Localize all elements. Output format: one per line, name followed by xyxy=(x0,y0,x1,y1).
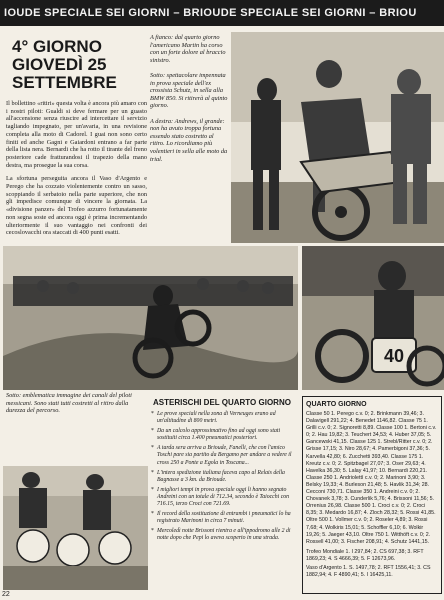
asterisk-item: * A tarda sera arriva a Brioude, Fanelli, che con l'amico Toschi pare sia partito da Bergamo per andare a vedere il cross 250 a Ponte a Egola in Toscana... xyxy=(151,445,295,466)
photo-andrews xyxy=(231,32,444,243)
asterisk-item: * I migliori tempi in prova speciale oggi li hanno segnato Andreini con un totale di 712.34, secondo è Taiocchi con 716.15, terzo Croci con 721.69. xyxy=(151,487,295,508)
photo-schutz-wheelie xyxy=(3,246,298,390)
svg-text:40: 40 xyxy=(383,346,405,366)
page-number: 22 xyxy=(2,591,10,598)
results-trophy: Trofeo Mondiale 1. I 297,84; 2. CS 697,38; 3. RFT 1869,23; 4. S 4666,39; 5. F 12673,96. xyxy=(306,548,424,562)
asterisk-item: * Le prove speciali nella zona di Verneuges erano ad un'altitudine di 800 metri. xyxy=(151,411,295,425)
asterisk-item: * Da un calcolo approssimativo fino ad oggi sono stati sostituiti circa 1.400 pneumatici posteriori. xyxy=(151,428,295,442)
results-classes: Classe 50 1. Perego c.v. 0; 2. Brinkmann 39,46; 3. Dalavigell 291,22; 4. Benedet 1146,82. Classe 75 1. Grilli c.v. 0; 2. Signoretti 8,89. Classe 100 1. Bertoni c.v. 0; 2. Hau 19,82; 3. Teuchert 34,53; 4. Huber 37,05; 5. Gancewski 41,15. Classe 125 1. Strebl/Ritter c.v. 0; 2. Grisse 17,15; 3. Niro 28,67; 4. Pamerbigoni 37,36; 5. Karvella 42,80; 6. Zucchetti 393,40. Classe 175 1. Kreutz c.v. 0; 2. Spitzbagel 27,07; 3. Oser 29,63; 4. Havelka 36,30; 5. Lalay 41,97; 10. Bernardi 220,21. Classe 250 1. Andriolettì c.v. 0; 2. Marinoni 3,90; 3. Belsky 19,33; 4. Burleson 21,48; 5. Havlik 31,34; 28. Cecconi 730,71. Classe 350 1. Andreini c.v. 0; 2. Chovanek 3,78; 3. Cunderlik 5,76; 4. Brissoni 11,56; 5. Orrenius 26,98. Classe 500 1. Croci c.v. 0; 2. Croci 8,35; 3. Medardo 16,87; 4. Zloch 28,32; 5. Rossi 41,85. Oltre 500 1. Vollmer c.v. 0; 2. Roseler 4,89; 3. Rossi 7,68; 4. Wolkiris 15,01; 5. Schoffler 6,10; 6. Wolkir 19,26; 5. Jaeger 43,10. Oltre 750 1. Witthöft c.v. 0; 2. Rossell 41,00; 3. Fischer 208,91; 4. Schutz 1441,15. xyxy=(306,411,437,545)
results-vase: Vaso d'Argento 1. S. 1497,78; 2. RFT 1556,41; 3. CS 1882,94; 4. F 4890,41; 5. I 16425,11. xyxy=(306,564,431,579)
photo-mexican-riders xyxy=(3,466,148,590)
section-banner: IOUDE SPECIALE SEI GIORNI – BRIOUDE SPECIALE SEI GIORNI – BRIOU xyxy=(0,0,444,26)
photo-captions-top: A fianco: dal quarto giorno l'americano Martin ha corso con un forte dolore al braccio sinistro. Sotto: spettacolare impennata in prova speciale dell'ex crossista Schutz, in sella alla BMW 850. Si ritirerà al quinto giorno. A destra: Andrews, il grande: non ha avuto troppa fortuna essendo stato costretto al ritiro. Lo ricordiamo più volentieri in sella alle moto da trial. xyxy=(150,34,228,163)
results-title: QUARTO GIORNO xyxy=(306,401,367,408)
headline-line-2: GIOVEDÌ 25 xyxy=(12,55,107,74)
trophy-paragraph: La sfortuna perseguita ancora il Vaso d'Argento e Perego che ha cozzato violentemente contro un sasso, scoppiando il serbatoio nella parte superiore, che non gli impedisce comunque di vincere la giornata. La «divisione panzer» del Trofeo azzurro fortunatamente non segna soste ed ancora oggi è prima incrementando ulteriormente il suo vantaggio nei confronti dei cecoslovacchi ora staccati di 400 punti esatti. xyxy=(6,175,147,237)
asterisk-item: * Mercoledì notte Brissoni rientra e all'ippodromo alle 2 di notte dopo che Pepi lo aveva scoperto in una strada. xyxy=(151,528,295,542)
headline-line-1: 4° GIORNO xyxy=(12,37,102,56)
photo-caption-bottom: Sotto: emblematica immagine dei canali del piloti messicani. Sono stati tutti costretti al ritiro dalla durezza del percorso. xyxy=(6,392,132,415)
asterisks-title: ASTERISCHI DEL QUARTO GIORNO xyxy=(153,398,291,407)
asterisks-box xyxy=(151,396,295,594)
intro-paragraph: Il bollettino «ritiri» questa volta è ancora più amaro con i nostri piloti: Gualdi si deve fermare per un guasto all'accensione senza riuscire ad intercettare il servizio tagliando impegnato, per un'avaria, in una revisione completa alla moto di Cadorel. I guai non sono certo finiti ed anche Gagni e Gaiardoni entrano a far parte della lista nera. Bernardi che ha rotto il tirante del freno posteriore cade fratturandosi il trapezio della mano destra, ma prosegue la sua corsa. xyxy=(6,100,147,169)
asterisk-item: * Il record della sostituzione di entrambi i pneumatici lo ha registrato Marinoni in circa 7 minuti. xyxy=(151,511,295,525)
asterisk-item: * L'intera spedizione italiana faceva capo al Relais della Bagnasse a 3 km. da Brioude. xyxy=(151,470,295,484)
headline xyxy=(12,38,147,92)
photo-rider-40 xyxy=(302,246,444,390)
left-column xyxy=(6,32,147,237)
headline-line-3: SETTEMBRE xyxy=(12,73,117,92)
results-box xyxy=(302,396,442,594)
